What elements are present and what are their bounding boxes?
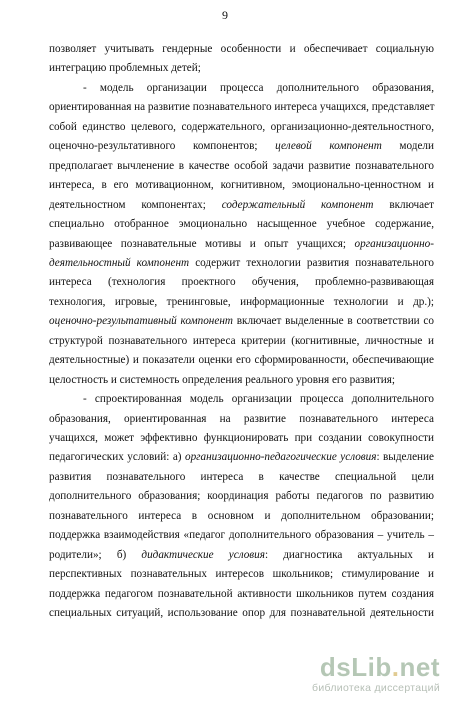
watermark <box>312 653 440 694</box>
text-line <box>49 412 434 426</box>
text-line <box>49 509 434 523</box>
text-line <box>49 100 434 114</box>
text-segment: целостность и системность определения реального уровня его развития; <box>49 373 396 386</box>
text-segment: образования, ориентированная на развитие познавательного интереса <box>49 412 434 425</box>
text-segment: деятельностном компонентах; <box>49 198 222 211</box>
text-line <box>49 178 434 192</box>
text-segment: позволяет учитывать гендерные особенности и обеспечивает социальную <box>49 43 434 55</box>
text-segment: интереса, в его мотивационном, когнитивном, эмоционально-ценностном и <box>49 179 434 192</box>
text-segment: специально отобранное эмоционально насыщенное учебное содержание, <box>49 218 434 231</box>
text-segment: структурой познавательного интереса критерии (когнитивные, личностные и <box>49 334 434 347</box>
text-line <box>49 42 434 56</box>
text-line <box>49 353 434 367</box>
italic-term: организационно- <box>354 237 434 250</box>
text-segment: : выделение <box>376 451 434 464</box>
text-segment: познавательного интереса в основном и дополнительном образовании; <box>49 509 434 522</box>
text-segment: - модель организации процесса дополнительного образования, <box>83 81 434 94</box>
text-line <box>49 548 434 562</box>
text-segment: : диагностика актуальных и <box>264 548 434 561</box>
text-segment: специальных ситуаций, использование опор для познавательной деятельности <box>49 607 434 620</box>
text-line <box>49 256 434 270</box>
text-segment: включает <box>373 198 435 211</box>
text-segment: родители»; б) <box>49 548 142 561</box>
text-line <box>49 489 434 503</box>
text-line <box>83 392 434 406</box>
text-line <box>49 373 434 387</box>
text-segment: поддержка педагогом познавательной активности школьников путем создания <box>49 587 434 600</box>
text-line <box>49 334 434 348</box>
text-line <box>49 295 434 309</box>
text-line <box>49 567 434 581</box>
text-segment: модели <box>381 140 434 153</box>
text-segment: развития познавательного интереса в качестве специальной цели <box>49 470 434 483</box>
text-segment: оценочно-результативного компонентов; <box>49 140 276 153</box>
text-line <box>49 314 434 328</box>
italic-term: оценочно-результативный компонент <box>49 315 233 328</box>
text-segment: дополнительного образования; координация работы педагогов по развитию <box>49 490 434 503</box>
italic-term: содержательный компонент <box>221 198 374 211</box>
text-line <box>49 120 434 134</box>
watermark-logo-main: dsLib <box>319 652 392 682</box>
text-segment: развивающее познавательные мотивы и опыт учащихся; <box>49 237 355 250</box>
text-line <box>49 159 434 173</box>
text-segment: включает выделенные в соответствии со <box>232 315 434 328</box>
italic-term: целевой компонент <box>275 140 382 153</box>
text-line <box>49 606 434 620</box>
text-segment: - спроектированная модель организации процесса дополнительного <box>83 393 434 406</box>
text-line <box>49 139 434 153</box>
text-line <box>49 470 434 484</box>
watermark-logo-dot: . <box>391 652 400 682</box>
page-number: 9 <box>222 8 228 22</box>
text-segment: педагогических условий: а) <box>49 451 185 464</box>
text-segment: собой единство целевого, содержательного, организационно-деятельностного, <box>49 120 434 133</box>
text-line <box>49 237 434 251</box>
watermark-logo-tld: net <box>399 652 440 682</box>
text-segment: учащихся, может эффективно функционировать при создании совокупности <box>49 432 434 444</box>
text-line <box>49 275 434 289</box>
text-segment: деятельностные) и показатели оценки его сформированности, обеспечивающие <box>49 354 434 367</box>
text-segment: ориентированная на развитие познавательного интереса учащихся, представляет <box>49 101 435 114</box>
text-segment: перспективных познавательных интересов школьников; стимулирование и <box>49 568 434 581</box>
text-segment: поддержка взаимодействия «педагог дополнительного образования – учитель – <box>49 529 434 542</box>
text-segment: интеграцию проблемных детей; <box>49 62 201 75</box>
text-segment: интереса (технология проектного обучения, проблемно-развивающая <box>49 276 434 289</box>
text-line <box>49 431 434 445</box>
text-segment: технология, игровые, тренинговые, информационные технологии и др.); <box>49 295 434 308</box>
italic-term: деятельностный компонент <box>49 256 190 269</box>
italic-term: организационно-педагогические условия <box>184 451 377 464</box>
text-line <box>83 81 434 95</box>
text-line <box>49 450 434 464</box>
watermark-logo <box>312 653 440 681</box>
text-line <box>49 528 434 542</box>
text-segment: содержит технологии развития познавательного <box>189 256 434 269</box>
text-line <box>49 61 434 75</box>
text-line <box>49 198 434 212</box>
text-segment: предполагает вычленение в качестве особой задачи развитие познавательного <box>49 159 434 172</box>
italic-term: дидактические условия <box>141 548 265 561</box>
text-line <box>49 587 434 601</box>
text-line <box>49 217 434 231</box>
watermark-subtitle: библиотека диссертаций <box>312 682 440 694</box>
